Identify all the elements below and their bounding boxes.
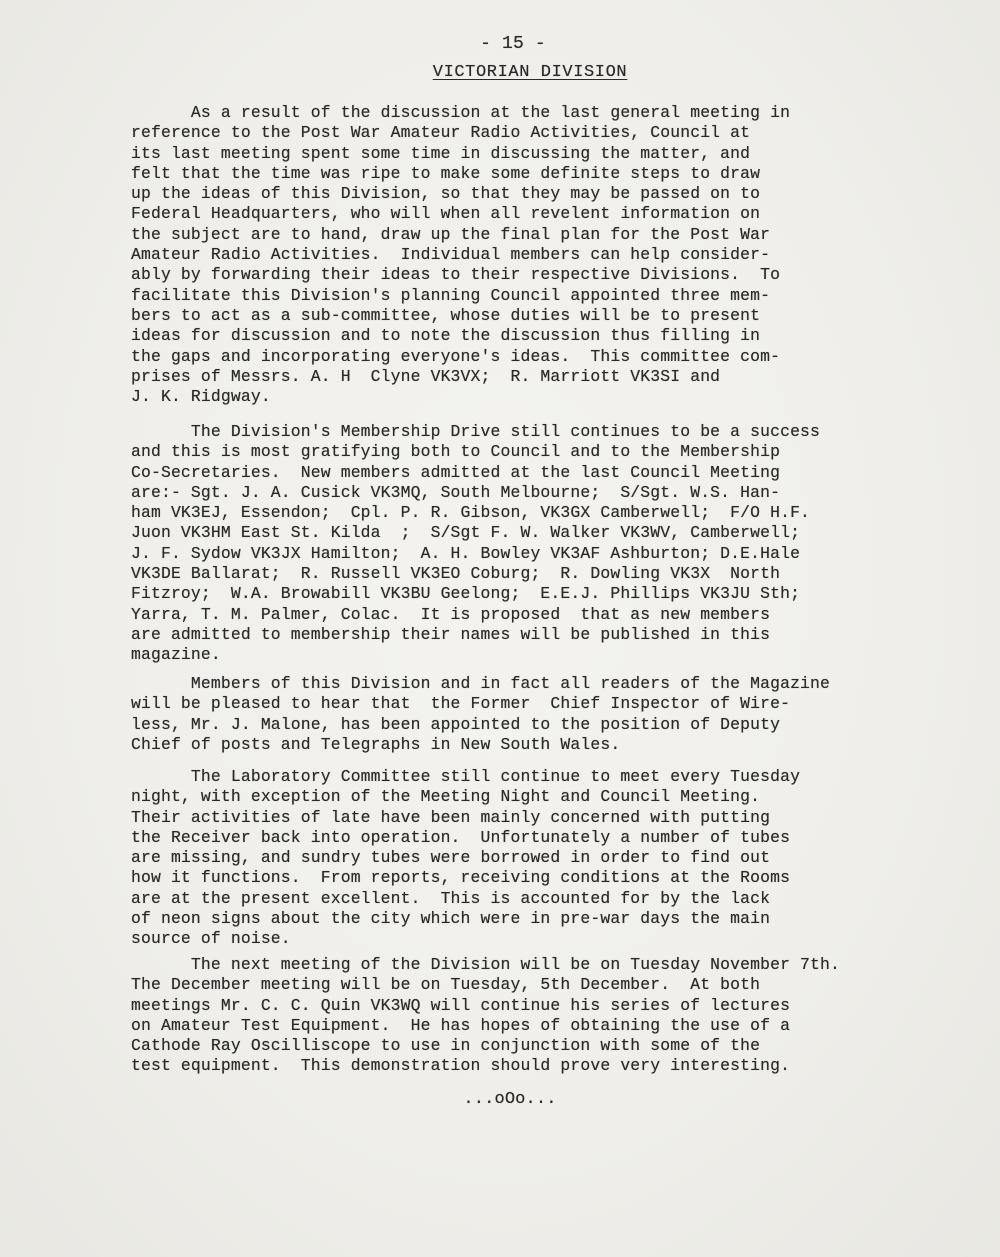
text-line: Members of this Division and in fact all readers of the Magazine [131, 674, 831, 693]
text-line: ham VK3EJ, Essendon; Cpl. P. R. Gibson, VK3GX Camberwell; F/O H.F. [131, 503, 811, 523]
text-line: Chief of posts and Telegraphs in New South Wales. [131, 734, 621, 754]
text-line: J. F. Sydow VK3JX Hamilton; A. H. Bowley VK3AF Ashburton; D.E.Hale [131, 543, 801, 563]
paragraph-next-meeting [131, 955, 961, 1077]
text-line: the gaps and incorporating everyone's ideas. This committee com- [131, 346, 781, 366]
text-line: Amateur Radio Activities. Individual members can help consider- [131, 245, 771, 265]
text-line: The Division's Membership Drive still continues to be a success [131, 422, 821, 441]
text-line: its last meeting spent some time in discussing the matter, and [131, 143, 751, 163]
text-line: are:- Sgt. J. A. Cusick VK3MQ, South Melbourne; S/Sgt. W.S. Han- [131, 482, 781, 502]
text-line: ideas for discussion and to note the discussion thus filling in [131, 326, 761, 346]
text-line: Juon VK3HM East St. Kilda ; S/Sgt F. W. Walker VK3WV, Camberwell; [131, 523, 801, 543]
text-line: less, Mr. J. Malone, has been appointed to the position of Deputy [131, 714, 781, 734]
text-line: ably by forwarding their ideas to their respective Divisions. To [131, 265, 781, 285]
text-line: source of noise. [131, 929, 291, 949]
text-line: magazine. [131, 645, 221, 665]
text-line: Their activities of late have been mainly concerned with putting [131, 807, 771, 827]
text-line: Fitzroy; W.A. Browabill VK3BU Geelong; E.E.J. Phillips VK3JU Sth; [131, 584, 801, 604]
text-line: Yarra, T. M. Palmer, Colac. It is proposed that as new members [131, 604, 771, 624]
text-line: are admitted to membership their names will be published in this [131, 624, 771, 644]
text-line: the Receiver back into operation. Unfortunately a number of tubes [131, 827, 791, 847]
text-line: bers to act as a sub-committee, whose duties will be to present [131, 305, 761, 325]
text-line: The December meeting will be on Tuesday, 5th December. At both [131, 975, 761, 995]
text-line: test equipment. This demonstration should prove very interesting. [131, 1056, 791, 1076]
closing-ornament: ...oOo... [463, 1090, 557, 1109]
text-line: J. K. Ridgway. [131, 387, 271, 407]
text-line: are missing, and sundry tubes were borrowed in order to find out [131, 848, 771, 868]
text-line: As a result of the discussion at the last general meeting in [131, 103, 791, 122]
text-line: on Amateur Test Equipment. He has hopes of obtaining the use of a [131, 1015, 791, 1035]
text-line: Federal Headquarters, who will when all revelent information on [131, 204, 761, 224]
text-line: are at the present excellent. This is accounted for by the lack [131, 888, 771, 908]
text-line: and this is most gratifying both to Council and to the Membership [131, 442, 781, 462]
paragraph-laboratory-committee [131, 767, 961, 950]
text-line: up the ideas of this Division, so that they may be passed on to [131, 184, 761, 204]
text-line: how it functions. From reports, receiving conditions at the Rooms [131, 868, 791, 888]
text-line: felt that the time was ripe to make some definite steps to draw [131, 163, 761, 183]
text-line: The Laboratory Committee still continue to meet every Tuesday [131, 767, 801, 786]
text-line: meetings Mr. C. C. Quin VK3WQ will continue his series of lectures [131, 995, 791, 1015]
text-line: The next meeting of the Division will be on Tuesday November 7th. [131, 955, 841, 974]
text-line: VK3DE Ballarat; R. Russell VK3EO Coburg; R. Dowling VK3X North [131, 564, 781, 584]
paragraph-membership-drive [131, 422, 961, 666]
paragraph-post-war-activities [131, 103, 961, 407]
text-line: will be pleased to hear that the Former Chief Inspector of Wire- [131, 694, 791, 714]
text-line: of neon signs about the city which were in pre-war days the main [131, 909, 771, 929]
page-title: VICTORIAN DIVISION [432, 63, 628, 82]
text-line: facilitate this Division's planning Council appointed three mem- [131, 285, 771, 305]
page-number: - 15 - [480, 34, 546, 54]
text-line: reference to the Post War Amateur Radio Activities, Council at [131, 123, 751, 143]
text-line: Cathode Ray Oscilliscope to use in conjunction with some of the [131, 1036, 761, 1056]
text-line: prises of Messrs. A. H Clyne VK3VX; R. Marriott VK3SI and [131, 366, 721, 386]
paragraph-deputy-chief [131, 674, 961, 755]
text-line: Co-Secretaries. New members admitted at the last Council Meeting [131, 462, 781, 482]
text-line: night, with exception of the Meeting Night and Council Meeting. [131, 787, 761, 807]
text-line: the subject are to hand, draw up the final plan for the Post War [131, 224, 771, 244]
